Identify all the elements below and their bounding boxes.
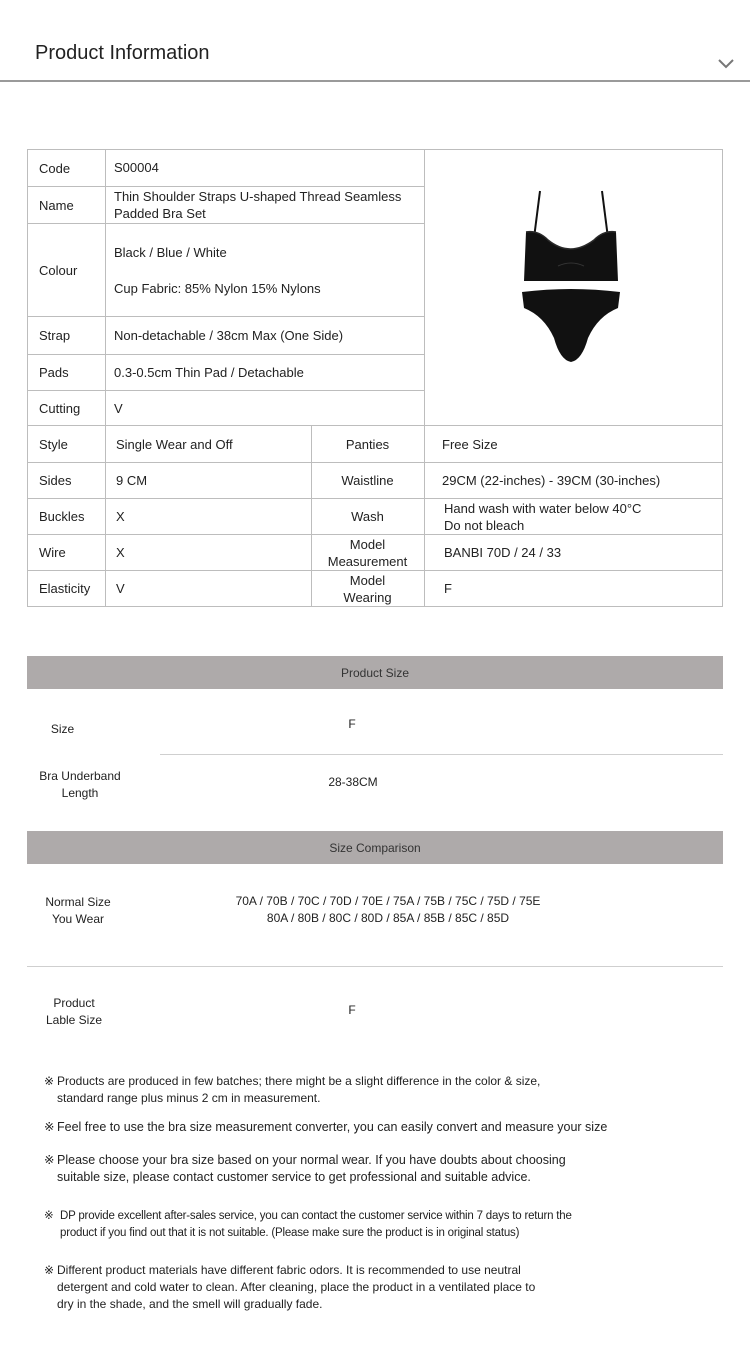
label-line: Lable Size	[45, 1013, 103, 1027]
strap-label: Strap	[39, 328, 71, 343]
lable-size-label	[30, 995, 118, 1029]
normal-size-label	[30, 894, 126, 928]
label-line: Wearing	[343, 589, 392, 605]
wash-line: Hand wash with water below 40°C	[444, 500, 642, 516]
normal-size-values	[190, 893, 586, 927]
panties-label: Panties	[345, 436, 390, 452]
colour-value	[114, 224, 419, 316]
bullet: ※	[44, 1153, 55, 1167]
note-line: DP provide excellent after-sales service, you can contact the customer service within 7 days to return the	[60, 1210, 572, 1222]
wash-line: Do not bleach	[444, 517, 525, 533]
style-value: Single Wear and Off	[116, 436, 233, 452]
code-label: Code	[39, 160, 71, 176]
lable-size-value: F	[348, 1003, 356, 1017]
bullet: ※	[44, 1263, 55, 1277]
chevron-down-icon[interactable]	[717, 58, 735, 70]
wire-label: Wire	[39, 545, 66, 560]
note-converter	[44, 1119, 607, 1136]
note-batches	[44, 1073, 540, 1107]
label-line: Product	[53, 996, 95, 1010]
label-line: Bra Underband	[39, 769, 121, 783]
name-label: Name	[39, 197, 74, 213]
sides-label: Sides	[39, 473, 72, 488]
note-after-sales	[44, 1208, 572, 1242]
size-list-line: 80A / 80B / 80C / 80D / 85A / 85B / 85C / 85D	[266, 911, 510, 925]
elasticity-value: V	[116, 581, 125, 596]
buckles-label: Buckles	[39, 509, 85, 524]
bullet: ※	[44, 1074, 55, 1088]
code-value: S00004	[114, 160, 159, 175]
label-line: Model	[349, 536, 386, 552]
label-line: Length	[61, 786, 99, 800]
page-title: Product Information	[35, 42, 210, 64]
size-comparison-header: Size Comparison	[27, 831, 723, 864]
elasticity-label: Elasticity	[39, 581, 91, 596]
waistline-label: Waistline	[341, 473, 394, 488]
row-divider	[160, 754, 723, 755]
style-label: Style	[39, 436, 68, 452]
note-line: Feel free to use the bra size measurement converter, you can easily convert and measure your size	[57, 1120, 608, 1134]
size-label: Size	[50, 722, 75, 736]
cutting-value: V	[114, 400, 123, 416]
pads-label: Pads	[39, 365, 69, 380]
note-line: Products are produced in few batches; there might be a slight difference in the color & size,	[57, 1074, 541, 1088]
wire-value: X	[116, 545, 125, 560]
name-line: Padded Bra Set	[114, 206, 206, 221]
note-line: standard range plus minus 2 cm in measurement.	[57, 1091, 321, 1105]
note-line: product if you find out that it is not suitable. (Please make sure the product is in original status)	[60, 1227, 520, 1239]
colour-options: Black / Blue / White	[114, 244, 227, 260]
note-line: detergent and cold water to clean. After cleaning, place the product in a ventilated place to	[57, 1280, 536, 1294]
label-line: You Wear	[51, 912, 105, 926]
product-size-header: Product Size	[27, 656, 723, 689]
fabric-composition: Cup Fabric: 85% Nylon 15% Nylons	[114, 280, 321, 296]
name-value	[114, 187, 419, 223]
note-line: Please choose your bra size based on your normal wear. If you have doubts about choosing	[57, 1153, 566, 1167]
model-measurement-value: BANBI 70D / 24 / 33	[444, 545, 562, 560]
pads-value: 0.3-0.5cm Thin Pad / Detachable	[114, 365, 304, 380]
wash-label: Wash	[351, 509, 384, 524]
underband-label	[30, 768, 130, 802]
model-wearing-label	[311, 571, 424, 606]
underband-value: 28-38CM	[328, 775, 378, 789]
bullet: ※	[44, 1210, 54, 1222]
label-line: Normal Size	[45, 895, 111, 909]
name-line: Thin Shoulder Straps U-shaped Thread Seamless	[114, 189, 402, 204]
label-line: Model	[349, 572, 386, 588]
row-divider	[27, 966, 723, 967]
size-value: F	[348, 717, 356, 731]
bra-set-photo	[518, 188, 624, 364]
waistline-value: 29CM (22-inches) - 39CM (30-inches)	[442, 473, 661, 488]
model-wearing-value: F	[444, 581, 452, 596]
size-list-line: 70A / 70B / 70C / 70D / 70E / 75A / 75B / 75C / 75D / 75E	[235, 894, 541, 908]
strap-value: Non-detachable / 38cm Max (One Side)	[114, 328, 344, 343]
wash-value	[444, 499, 722, 534]
header-divider	[0, 80, 750, 82]
panties-value: Free Size	[442, 436, 498, 452]
label-line: Measurement	[327, 553, 408, 569]
note-choose-size	[44, 1152, 566, 1186]
bullet: ※	[44, 1120, 55, 1134]
note-fabric-odor	[44, 1262, 535, 1313]
sides-value: 9 CM	[116, 473, 148, 488]
note-line: suitable size, please contact customer service to get professional and suitable advice.	[57, 1170, 531, 1184]
cutting-label: Cutting	[39, 400, 81, 416]
note-line: Different product materials have different fabric odors. It is recommended to use neutral	[57, 1263, 521, 1277]
model-measurement-label	[311, 535, 424, 570]
note-line: dry in the shade, and the smell will gradually fade.	[57, 1297, 323, 1311]
buckles-value: X	[116, 509, 125, 524]
colour-label: Colour	[39, 262, 78, 278]
